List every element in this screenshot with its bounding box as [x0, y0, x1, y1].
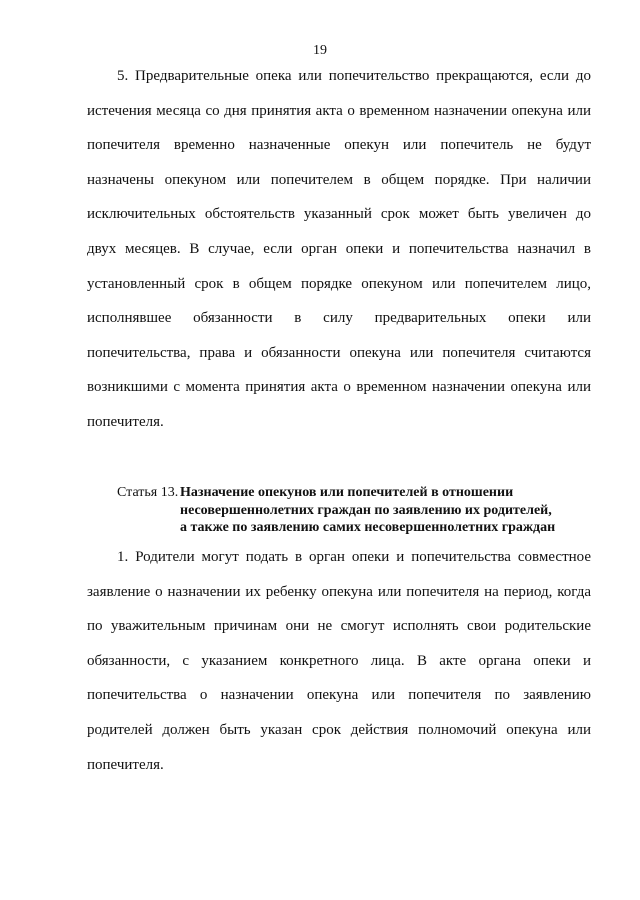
text-line: родителей должен быть указан срок действия полномочий опекуна или	[87, 721, 591, 738]
text-line: 5. Предварительные опека или попечительство прекращаются, если до	[117, 68, 591, 84]
text-line: заявление о назначении их ребенку опекуна или попечителя на период, когда	[87, 583, 591, 600]
article-title-line: несовершеннолетних граждан по заявлению их родителей,	[180, 502, 552, 518]
text-line: исполнявшее обязанности в силу предварительных опеки или	[87, 310, 591, 327]
article-title	[180, 484, 591, 537]
text-line: исключительных обстоятельств указанный срок может быть увеличен до	[87, 206, 591, 223]
text-line: обязанности, с указанием конкретного лица. В акте органа опеки и	[87, 652, 591, 669]
text-line: попечительства, права и обязанности опекуна или попечителя считаются	[87, 344, 591, 361]
page-number: 19	[313, 43, 327, 58]
text-line: истечения месяца со дня принятия акта о временном назначении опекуна или	[87, 102, 591, 119]
text-line: попечителя.	[87, 756, 164, 773]
article-title-line: Назначение опекунов или попечителей в отношении	[180, 485, 514, 500]
paragraph-5	[87, 59, 591, 440]
text-line: установленный срок в общем порядке опекуном или попечителем лицо,	[87, 275, 591, 292]
text-line: возникшими с момента принятия акта о временном назначении опекуна или	[87, 379, 591, 396]
text-line: по уважительным причинам они не смогут исполнять свои родительские	[87, 618, 591, 635]
article-number: Статья 13.	[117, 485, 179, 500]
text-line: попечителя.	[87, 413, 164, 430]
text-line: попечительства о назначении опекуна или попечителя по заявлению	[87, 687, 591, 704]
text-line: попечителя временно назначенные опекун или попечитель не будут	[87, 137, 591, 154]
text-line: 1. Родители могут подать в орган опеки и попечительства совместное	[117, 549, 591, 565]
article-title-line: а также по заявлению самих несовершеннолетних граждан	[180, 520, 556, 535]
paragraph-1	[87, 540, 591, 782]
text-line: двух месяцев. В случае, если орган опеки и попечительства назначил в	[87, 240, 591, 257]
text-line: назначены опекуном или попечителем в общем порядке. При наличии	[87, 171, 591, 188]
